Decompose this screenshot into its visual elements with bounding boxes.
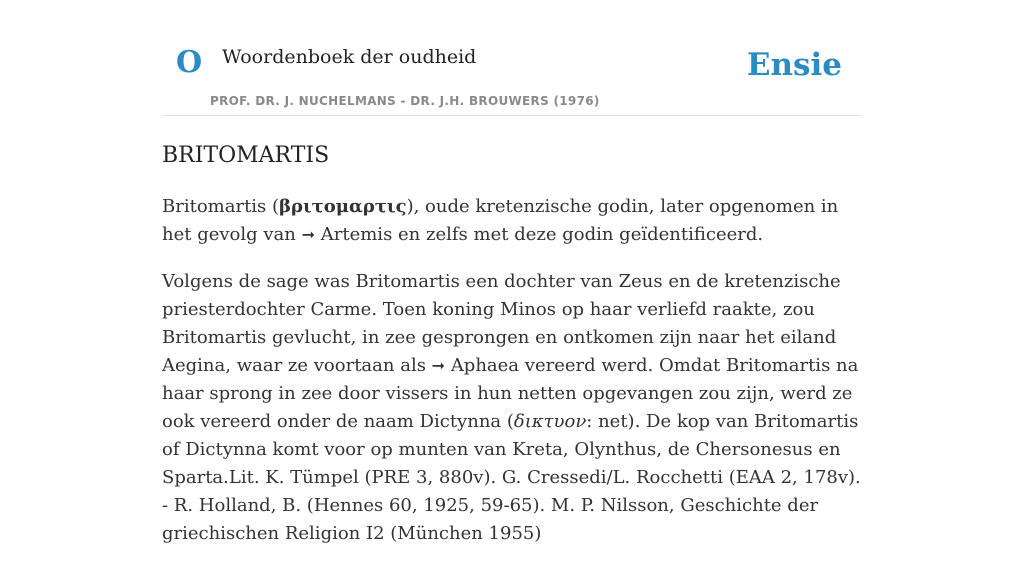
book-authors: PROF. DR. J. NUCHELMANS - DR. J.H. BROUWERS (1976) [210,94,600,108]
book-title[interactable]: Woordenboek der oudheid [222,46,477,68]
artemis-link-label: Artemis [320,223,393,245]
p2-text-1: Volgens de sage was Britomartis een dochter van Zeus en de kretenzische priesterdochter Carme. Toen koning Minos op haar verliefd raakte, zou Britomartis gevlucht, in zee gesprongen en ontkomen zijn naar het eiland Aegina, waar ze voortaan als [162,270,841,376]
p1-text-2: ), oude kretenzische godin, later opgenomen in het gevolg van [162,195,839,245]
p2-text-3: : net). De kop van Britomartis of Dictynna komt voor op munten van Kreta, Olynthus, de Chersonesus en Sparta.Lit. K. Tümpel (PRE 3, 880v). G. Cressedi/L. Rocchetti (EAA 2, 178v). - R. Holland, B. (Hennes 60, 1925, 59-65). M. P. Nilsson, Geschichte der griechischen Religion I2 (München 1955) [162,410,861,544]
p1-greek-term: βριτομαρτις [279,195,407,217]
p2-text-2: vereerd werd. Omdat Britomartis na haar sprong in zee door vissers in hun netten opgevangen zou zijn, werd ze ook vereerd onder de naam Dictynna ( [162,354,859,432]
artemis-link[interactable] [302,224,393,245]
p1-text-1: Britomartis ( [162,195,280,217]
entry-title: BRITOMARTIS [162,143,330,168]
p2-greek-term: δικτυον [513,410,587,432]
entry-body [162,193,862,548]
cross-reference-arrow-icon: ➞ [431,355,446,375]
ensie-logo[interactable]: Ensie [746,47,842,83]
header [162,0,862,116]
page [162,0,862,567]
aphaea-link-label: Aphaea [450,354,520,376]
book-logo-letter[interactable]: O [176,45,203,80]
entry-paragraph-1 [162,193,862,249]
p1-text-3: en zelfs met deze godin geïdentificeerd. [392,223,764,245]
aphaea-link[interactable] [432,355,519,376]
entry-paragraph-2 [162,268,862,548]
cross-reference-arrow-icon: ➞ [301,224,316,244]
